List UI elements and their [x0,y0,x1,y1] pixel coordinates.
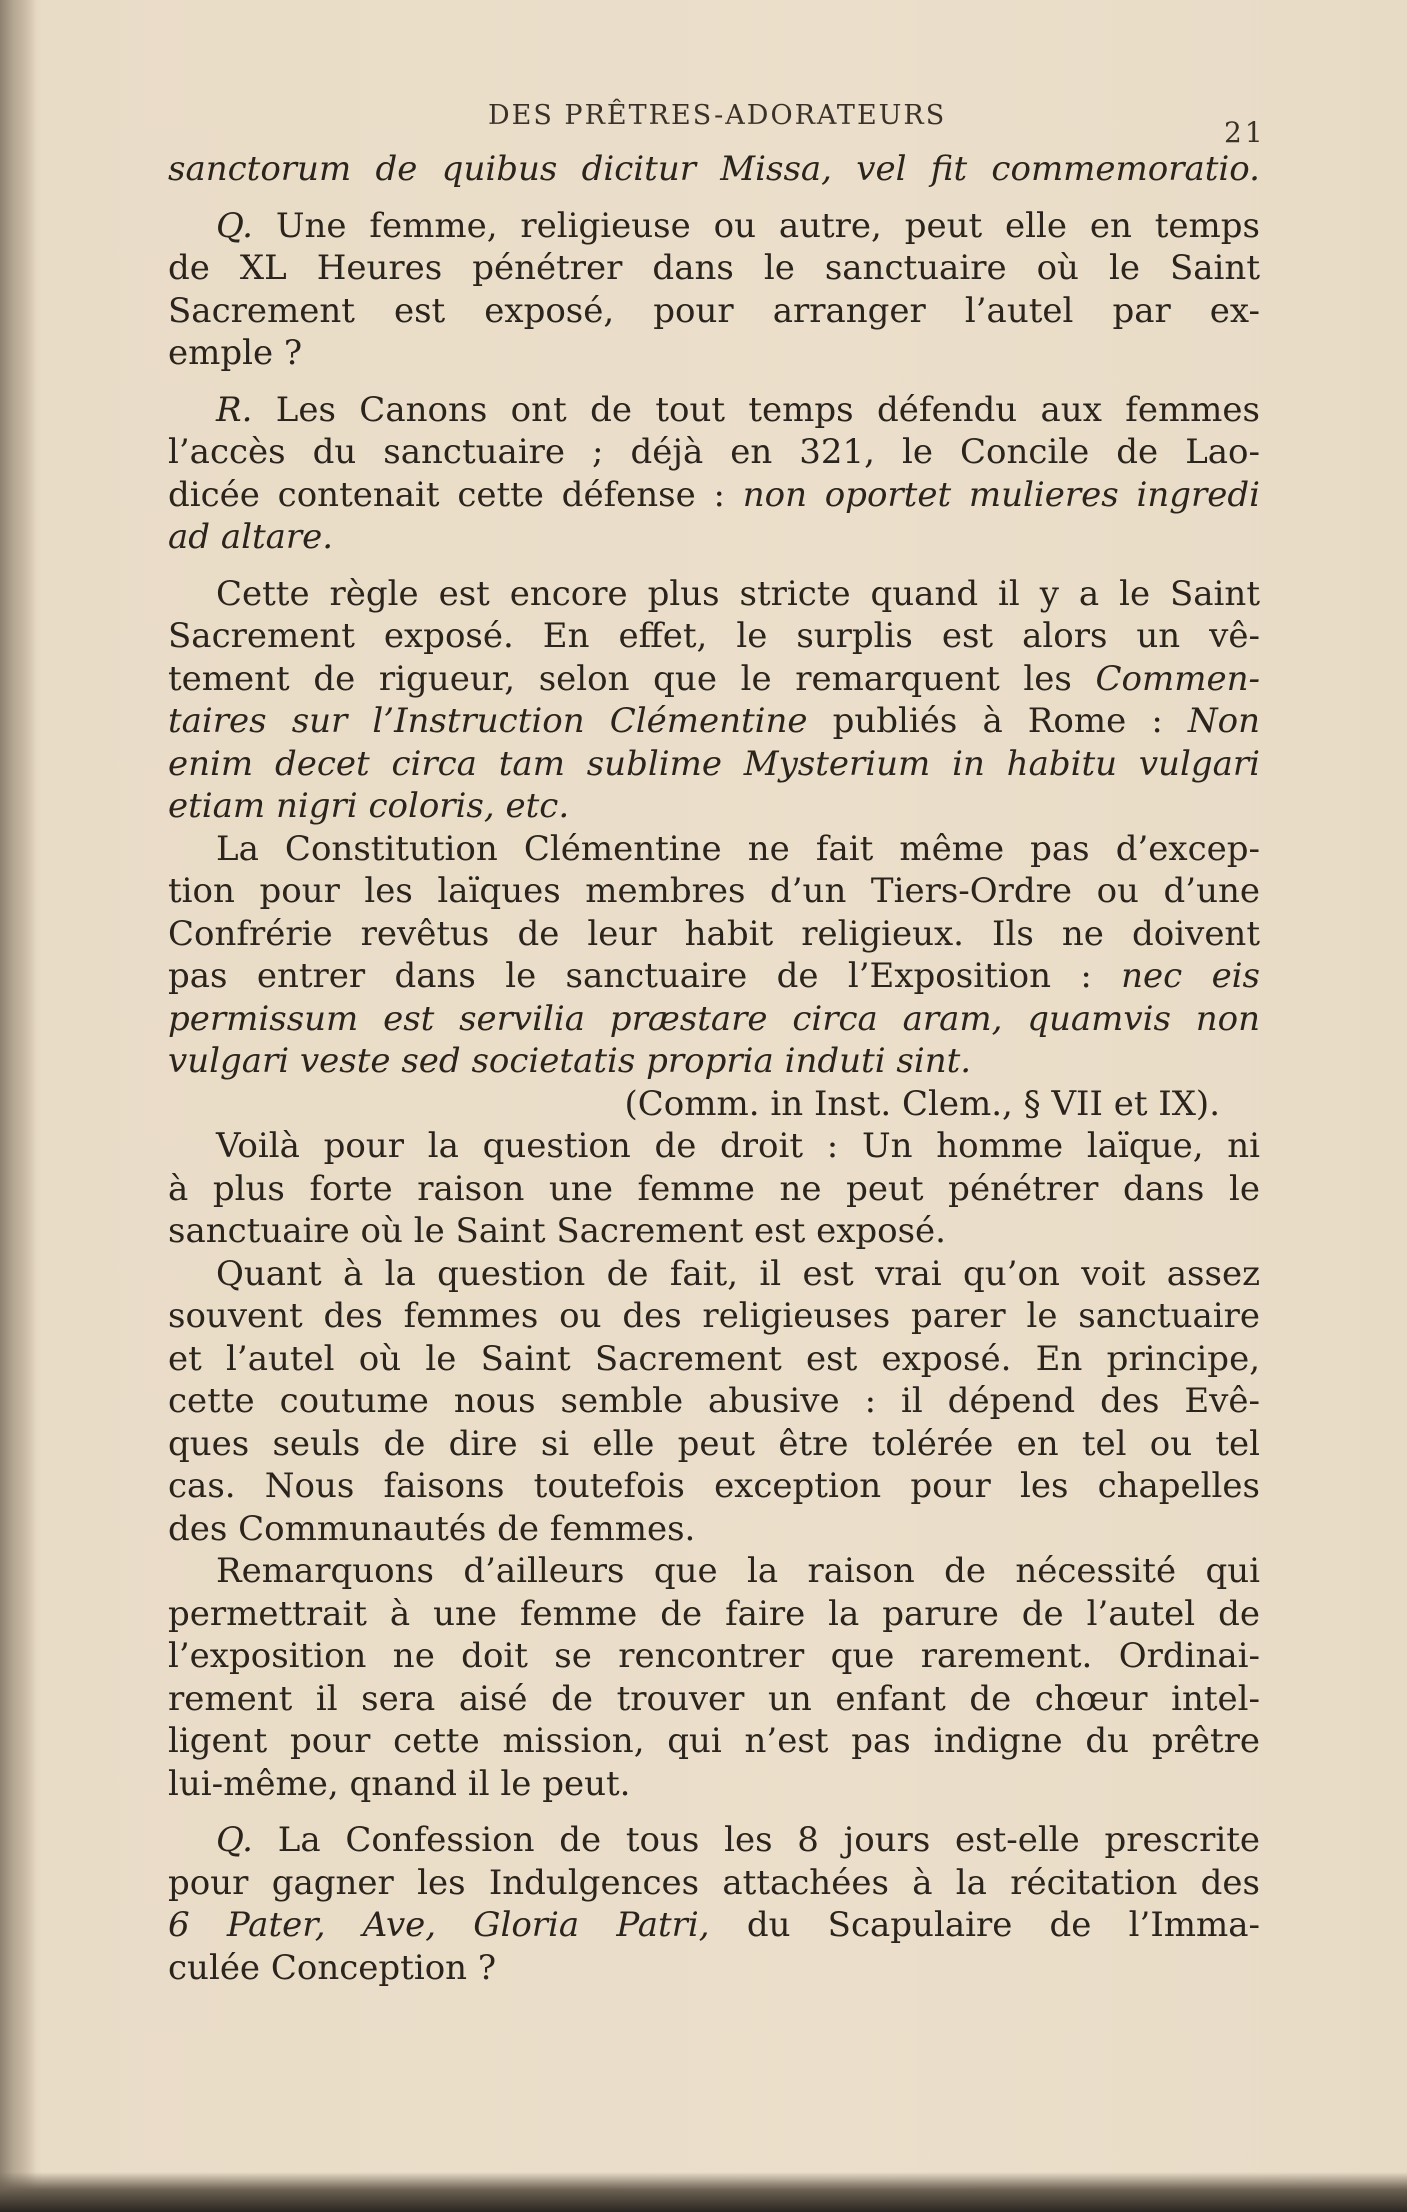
text-line: etiam nigri coloris, etc. [168,786,570,826]
text-line: enim decet circa tam sublime Mysterium in habitu vulgari [168,743,1260,784]
text-line: R. Les Canons ont de tout temps défendu aux femmes [216,389,1260,430]
text-line: permissum est servilia præstare circa aram, quamvis non [168,998,1260,1039]
text-line: de XL Heures pénétrer dans le sanctuaire où le Saint [168,248,1260,288]
text-line: l’exposition ne doit se rencontrer que rarement. Ordinai- [168,1636,1260,1676]
text-line: permettrait à une femme de faire la parure de l’autel de [168,1593,1260,1634]
text-line: 6 Pater, Ave, Gloria Patri, du Scapulaire de l’Imma- [168,1905,1260,1945]
running-title: DES PRÊTRES-ADORATEURS [488,100,947,131]
text-line: pour gagner les Indulgences attachées à la récitation des [168,1862,1260,1903]
text-line: Remarquons d’ailleurs que la raison de nécessité qui [216,1551,1260,1591]
text-line: sanctorum de quibus dicitur Missa, vel fit commemoratio. [168,149,1260,189]
text-line: ad altare. [168,517,334,557]
text-line: Quant à la question de fait, il est vrai qu’on voit assez [216,1253,1260,1294]
text-line: pas entrer dans le sanctuaire de l’Exposition : nec eis [168,956,1261,996]
text-line: Q. Une femme, religieuse ou autre, peut elle en temps [216,205,1260,246]
text-line: La Constitution Clémentine ne fait même pas d’excep- [216,828,1260,869]
text-line: culée Conception ? [168,1947,497,1988]
text-line: Cette règle est encore plus stricte quand il y a le Saint [216,573,1260,614]
text-line: Sacrement exposé. En effet, le surplis est alors un vê- [168,616,1260,656]
text-line: tion pour les laïques membres d’un Tiers-Ordre ou d’une [168,871,1260,911]
text-line: cas. Nous faisons toutefois exception pour les chapelles [168,1466,1260,1506]
text-line: emple ? [168,333,303,373]
text-line: Sacrement est exposé, pour arranger l’autel par ex- [168,290,1260,331]
text-line: rement il sera aisé de trouver un enfant de chœur intel- [168,1678,1260,1719]
text-line: cette coutume nous semble abusive : il dépend des Evê- [168,1381,1260,1421]
text-line: l’accès du sanctuaire ; déjà en 321, le Concile de Lao- [168,432,1260,472]
text-line: Confrérie revêtus de leur habit religieux. Ils ne doivent [168,913,1260,954]
text-line: Q. La Confession de tous les 8 jours est-elle prescrite [216,1820,1260,1860]
citation-line: (Comm. in Inst. Clem., § VII et IX). [624,1083,1220,1124]
text-line: et l’autel où le Saint Sacrement est exposé. En principe, [168,1338,1260,1379]
page-bottom-edge [0,2172,1407,2212]
text-line: sanctuaire où le Saint Sacrement est exposé. [168,1211,946,1251]
text-line: souvent des femmes ou des religieuses parer le sanctuaire [168,1296,1260,1336]
text-line: lui-même, qnand il le peut. [168,1763,631,1804]
text-line: ligent pour cette mission, qui n’est pas indigne du prêtre [168,1721,1260,1761]
text-line: vulgari veste sed societatis propria induti sint. [168,1041,972,1081]
text-line: dicée contenait cette défense : non oportet mulieres ingredi [168,474,1260,515]
text-line: des Communautés de femmes. [168,1508,696,1549]
page-text [168,148,1260,1989]
text-line: à plus forte raison une femme ne peut pénétrer dans le [168,1168,1260,1209]
text-line: ques seuls de dire si elle peut être tolérée en tel ou tel [168,1423,1260,1464]
page-gutter-shadow [0,0,36,2212]
text-line: taires sur l’Instruction Clémentine publiés à Rome : Non [168,701,1260,741]
text-line: Voilà pour la question de droit : Un homme laïque, ni [216,1126,1260,1166]
page-number: 21 [1224,116,1266,149]
text-line: tement de rigueur, selon que le remarquent les Commen- [168,658,1260,699]
